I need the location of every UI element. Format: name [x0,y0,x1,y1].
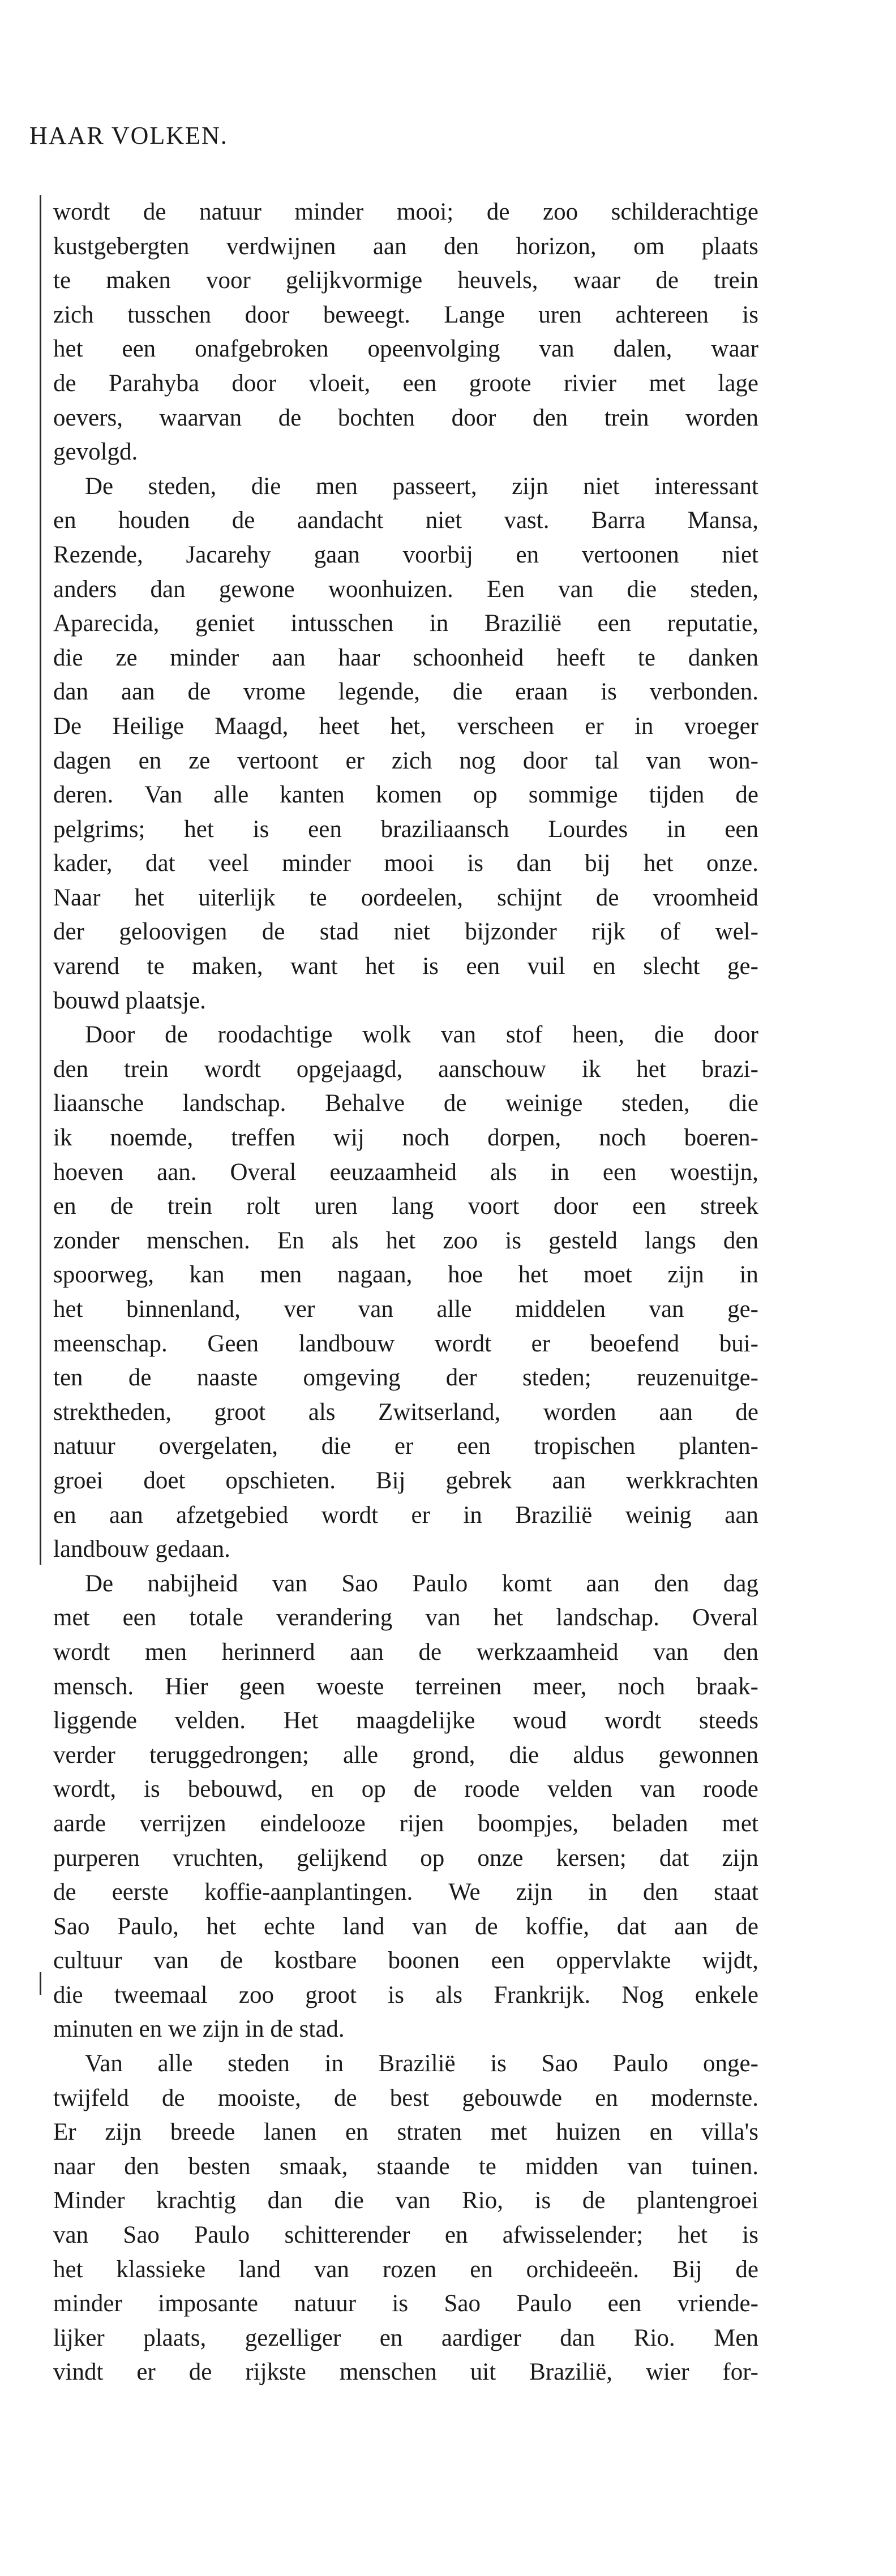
text-line: te maken voor gelijkvormige heuvels, waar de trein [53,267,758,294]
text-line: der geloovigen de stad niet bijzonder rijk of wel- [53,918,758,946]
text-line: kustgebergten verdwijnen aan den horizon, om plaats [53,233,758,260]
text-line: en de trein rolt uren lang voort door een streek [53,1193,758,1220]
text-line: Sao Paulo, het echte land van de koffie, dat aan de [53,1913,758,1940]
text-line: Minder krachtig dan die van Rio, is de plantengroei [53,2187,758,2214]
paragraph [40,1567,758,2047]
text-line: wordt, is bebouwd, en op de roode velden van roode [53,1776,758,1803]
margin-rule [40,195,41,1565]
text-line: Van alle steden in Brazilië is Sao Paulo onge- [85,2050,758,2077]
text-line: pelgrims; het is een braziliaansch Lourdes in een [53,815,758,843]
text-line: wordt de natuur minder mooi; de zoo schilderachtige [53,199,758,225]
text-line: spoorweg, kan men nagaan, hoe het moet zijn in [53,1261,758,1289]
text-line: en houden de aandacht niet vast. Barra Mansa, [53,507,758,534]
text-line: van Sao Paulo schitterender en afwisselender; het is [53,2222,758,2249]
text-line: anders dan gewone woonhuizen. Een van die steden, [53,576,758,603]
text-line: gevolgd. [53,439,138,466]
text-line: de Parahyba door vloeit, een groote rivier met lage [53,370,758,397]
text-line: kader, dat veel minder mooi is dan bij het onze. [53,850,758,877]
text-line: varend te maken, want het is een vuil en slecht ge- [53,953,758,980]
text-line: lijker plaats, gezelliger en aardiger dan Rio. Men [53,2324,758,2351]
text-line: groei doet opschieten. Bij gebrek aan werkkrachten [53,1467,758,1494]
text-column [40,195,758,2390]
text-line: De steden, die men passeert, zijn niet interessant [85,473,758,500]
text-line: dagen en ze vertoont er zich nog door tal van won- [53,747,758,774]
text-line: cultuur van de kostbare boonen een oppervlakte wijdt, [53,1947,758,1974]
text-line: liggende velden. Het maagdelijke woud wordt steeds [53,1707,758,1734]
running-header: HAAR VOLKEN. [29,122,228,149]
paragraph [40,1018,758,1567]
text-line: zich tusschen door beweegt. Lange uren achtereen is [53,301,758,328]
margin-rule [40,1972,41,1995]
text-line: natuur overgelaten, die er een tropischen planten- [53,1433,758,1460]
text-line: het binnenland, ver van alle middelen van ge- [53,1296,758,1323]
text-line: Naar het uiterlijk te oordeelen, schijnt de vroomheid [53,884,758,911]
text-line: die tweemaal zoo groot is als Frankrijk. Nog enkele [53,1981,758,2008]
text-line: met een totale verandering van het landschap. Overal [53,1604,758,1632]
text-line: Rezende, Jacarehy gaan voorbij en vertoonen niet [53,541,758,568]
text-line: ik noemde, treffen wij noch dorpen, noch boeren- [53,1124,758,1152]
text-line: zonder menschen. En als het zoo is gesteld langs den [53,1227,758,1254]
text-line: wordt men herinnerd aan de werkzaamheid van den [53,1638,758,1665]
text-line: De Heilige Maagd, heet het, verscheen er in vroeger [53,712,758,740]
text-line: ten de naaste omgeving der steden; reuzenuitge- [53,1364,758,1392]
text-line: mensch. Hier geen woeste terreinen meer, noch braak- [53,1673,758,1700]
text-line: liaansche landschap. Behalve de weinige steden, die [53,1090,758,1117]
text-line: Er zijn breede lanen en straten met huizen en villa's [53,2119,758,2146]
text-line: aarde verrijzen eindelooze rijen boompjes, beladen met [53,1810,758,1837]
text-line: naar den besten smaak, staande te midden van tuinen. [53,2153,758,2180]
text-line: Aparecida, geniet intusschen in Brazilië een reputatie, [53,610,758,637]
text-line: die ze minder aan haar schoonheid heeft te danken [53,644,758,671]
paragraph [40,470,758,1019]
text-line: minuten en we zijn in de stad. [53,2016,345,2043]
text-line: De nabijheid van Sao Paulo komt aan den dag [85,1570,758,1597]
text-line: dan aan de vrome legende, die eraan is verbonden. [53,679,758,706]
text-line: strektheden, groot als Zwitserland, worden aan de [53,1398,758,1426]
text-line: landbouw gedaan. [53,1536,230,1563]
text-line: hoeven aan. Overal eeuzaamheid als in een woestijn, [53,1158,758,1186]
text-line: deren. Van alle kanten komen op sommige tijden de [53,782,758,809]
text-line: vindt er de rijkste menschen uit Brazilië, wier for- [53,2359,758,2386]
text-line: twijfeld de mooiste, de best gebouwde en modernste. [53,2084,758,2111]
text-line: meenschap. Geen landbouw wordt er beoefend bui- [53,1330,758,1357]
text-line: en aan afzetgebied wordt er in Brazilië weinig aan [53,1501,758,1529]
text-line: bouwd plaatsje. [53,987,206,1014]
text-line: het een onafgebroken opeenvolging van dalen, waar [53,336,758,363]
text-line: purperen vruchten, gelijkend op onze kersen; dat zijn [53,1844,758,1871]
text-line: Door de roodachtige wolk van stof heen, die door [85,1021,758,1049]
text-line: het klassieke land van rozen en orchideeën. Bij de [53,2256,758,2283]
text-line: den trein wordt opgejaagd, aanschouw ik het brazi- [53,1055,758,1083]
text-line: de eerste koffie-aanplantingen. We zijn in den staat [53,1879,758,1906]
text-line: verder teruggedrongen; alle grond, die aldus gewonnen [53,1741,758,1768]
text-line: oevers, waarvan de bochten door den trein worden [53,404,758,431]
paragraph [40,2047,758,2390]
paragraph [40,195,758,470]
text-line: minder imposante natuur is Sao Paulo een vriende- [53,2290,758,2317]
